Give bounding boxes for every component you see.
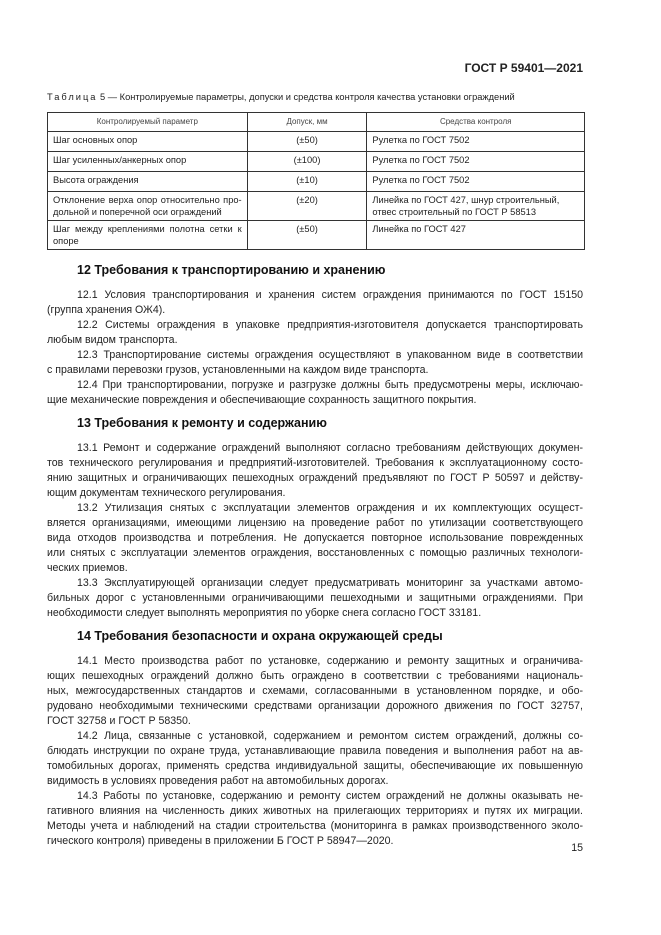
- text-line: блюдать инструкции по охране труда, устанавливающие правила поведения и выполнения работ на ав-: [47, 745, 583, 757]
- tolerance-cell: (±100): [247, 152, 367, 172]
- text-line: 13.3 Эксплуатирующей организации следует предусматривать мониторинг за участками автомо-: [77, 577, 583, 589]
- text-line: вида отходов производства и потребления. Не допускается повторное использование поврежденных: [47, 532, 583, 544]
- table-caption-text: 5 — Контролируемые параметры, допуски и средства контроля качества установки ограждений: [100, 92, 515, 102]
- page-number: 15: [571, 842, 583, 854]
- text-line: ческих приемов.: [47, 562, 128, 574]
- text-line: 12.1 Условия транспортирования и хранения систем ограждения принимаются по ГОСТ 15150: [77, 289, 583, 301]
- table-row: [48, 152, 585, 172]
- text-line: 12.3 Транспортирование системы ограждения осуществляют в упакованном виде в соответствии: [77, 349, 583, 361]
- section-12: [47, 263, 583, 408]
- parameter-cell: Отклонение верха опор относительно про-дольной и поперечной оси ограждений: [48, 192, 248, 221]
- text-line: 14.2 Лица, связанные с установкой, содержанием и ремонтом систем ограждений, должны со-: [77, 730, 583, 742]
- table-caption-label: Таблица: [47, 92, 98, 102]
- control-parameters-table: [47, 112, 585, 250]
- text-line: 12.4 При транспортировании, погрузке и разгрузке должны быть предусмотрены меры, исключаю-: [77, 379, 583, 391]
- document-header: ГОСТ Р 59401—2021: [464, 61, 583, 75]
- text-line: гативного влияния на численность диких животных на прилегающих территориях и путях их миграции.: [47, 805, 583, 817]
- table-row: [48, 192, 585, 221]
- section-heading: 13 Требования к ремонту и содержанию: [77, 416, 327, 430]
- paragraph: [47, 729, 583, 789]
- paragraph: [47, 789, 583, 849]
- control-means-cell: Линейка по ГОСТ 427, шнур строительный, отвес строительный по ГОСТ Р 58513: [367, 192, 585, 221]
- text-line: гического контроля) приведены в приложении Б ГОСТ Р 58947—2020.: [47, 835, 394, 847]
- text-line: любым видом транспорта.: [47, 334, 178, 346]
- parameter-cell: Высота ограждения: [48, 172, 248, 192]
- paragraph: [47, 348, 583, 378]
- text-line: ющим документам технического регулирования.: [47, 487, 286, 499]
- table-row: [48, 221, 585, 250]
- text-line: Методы учета и наблюдений на стадии строительства (мониторинга в рамках производственного эколо-: [47, 820, 583, 832]
- control-means-cell: Линейка по ГОСТ 427: [367, 221, 585, 250]
- tolerance-cell: (±50): [247, 221, 367, 250]
- parameter-cell: Шаг между креплениями полотна сетки к опоре: [48, 221, 248, 250]
- text-line: 14.1 Место производства работ по установке, содержанию и ремонту защитных и ограничива-: [77, 655, 583, 667]
- paragraph: [47, 378, 583, 408]
- paragraph: [47, 441, 583, 501]
- control-means-cell: Рулетка по ГОСТ 7502: [367, 132, 585, 152]
- text-line: томобильных дорогах, применять средства индивидуальной защиты, обеспечивающие их повышенную: [47, 760, 583, 772]
- text-line: ГОСТ 32758 и ГОСТ Р 58350.: [47, 715, 191, 727]
- text-line: видимость в условиях проведения работ на автомобильных дорогах.: [47, 775, 389, 787]
- text-line: ющих пешеходных ограждений должно быть ограждено в соответствии с требованиями националь-: [47, 670, 583, 682]
- text-line: 14.3 Работы по установке, содержанию и ремонту систем ограждений не должны оказывать не-: [77, 790, 583, 802]
- text-line: щие механические повреждения и обеспечивающие сохранность защитного покрытия.: [47, 394, 477, 406]
- text-line: или снятых с эксплуатации элементов ограждения, восстановленных с помощью различных технологи-: [47, 547, 583, 559]
- text-line: (группа хранения ОЖ4).: [47, 304, 166, 316]
- parameter-cell: Шаг основных опор: [48, 132, 248, 152]
- section-heading: 12 Требования к транспортированию и хранению: [77, 263, 386, 277]
- control-means-cell: Рулетка по ГОСТ 7502: [367, 152, 585, 172]
- text-line: 12.2 Системы ограждения в упаковке предприятия-изготовителя допускается транспортировать: [77, 319, 583, 331]
- tolerance-cell: (±20): [247, 192, 367, 221]
- text-line: 13.1 Ремонт и содержание ограждений выполняют согласно требованиям действующих докумен-: [77, 442, 583, 454]
- text-line: 13.2 Утилизация снятых с эксплуатации элементов ограждения и их комплектующих осущест-: [77, 502, 583, 514]
- text-line: необходимости следует выполнять мероприятия по уборке снега согласно ГОСТ 33181.: [47, 607, 482, 619]
- control-means-cell: Рулетка по ГОСТ 7502: [367, 172, 585, 192]
- text-line: рудовано необходимыми техническими средствами организации дорожного движения по ГОСТ 32757,: [47, 700, 583, 712]
- paragraph: [47, 654, 583, 729]
- paragraph: [47, 318, 583, 348]
- paragraph: [47, 576, 583, 621]
- table-header-row: [48, 113, 585, 132]
- paragraph: [47, 501, 583, 576]
- text-line: с правилами перевозки грузов, установленными на каждом виде транспорта.: [47, 364, 429, 376]
- tolerance-cell: (±10): [247, 172, 367, 192]
- text-line: вляется организациями, имеющими лицензию на проведение работ по утилизации соответствующего: [47, 517, 583, 529]
- text-line: бильных дорог с установленными ограничивающими пешеходными и защитными ограждениями. При: [47, 592, 583, 604]
- tolerance-cell: (±50): [247, 132, 367, 152]
- section-heading: 14 Требования безопасности и охрана окружающей среды: [77, 629, 443, 643]
- section-13: [47, 416, 583, 621]
- column-header: Средства контроля: [367, 113, 585, 132]
- paragraph: [47, 288, 583, 318]
- column-header: Допуск, мм: [247, 113, 367, 132]
- parameter-cell: Шаг усиленных/анкерных опор: [48, 152, 248, 172]
- table-row: [48, 132, 585, 152]
- column-header: Контролируемый параметр: [48, 113, 248, 132]
- text-line: тов технического регулирования и предприятий-изготовителей. Требования к эксплуатационному состо-: [47, 457, 583, 469]
- table-caption: [47, 92, 515, 102]
- section-14: [47, 629, 583, 849]
- text-line: ных, межгосударственных стандартов и схемами, согласованными в установленном порядке, и обо-: [47, 685, 583, 697]
- table-row: [48, 172, 585, 192]
- text-line: янию защитных и ограничивающих пешеходных ограждений предъявляют по ГОСТ Р 50597 и действу-: [47, 472, 583, 484]
